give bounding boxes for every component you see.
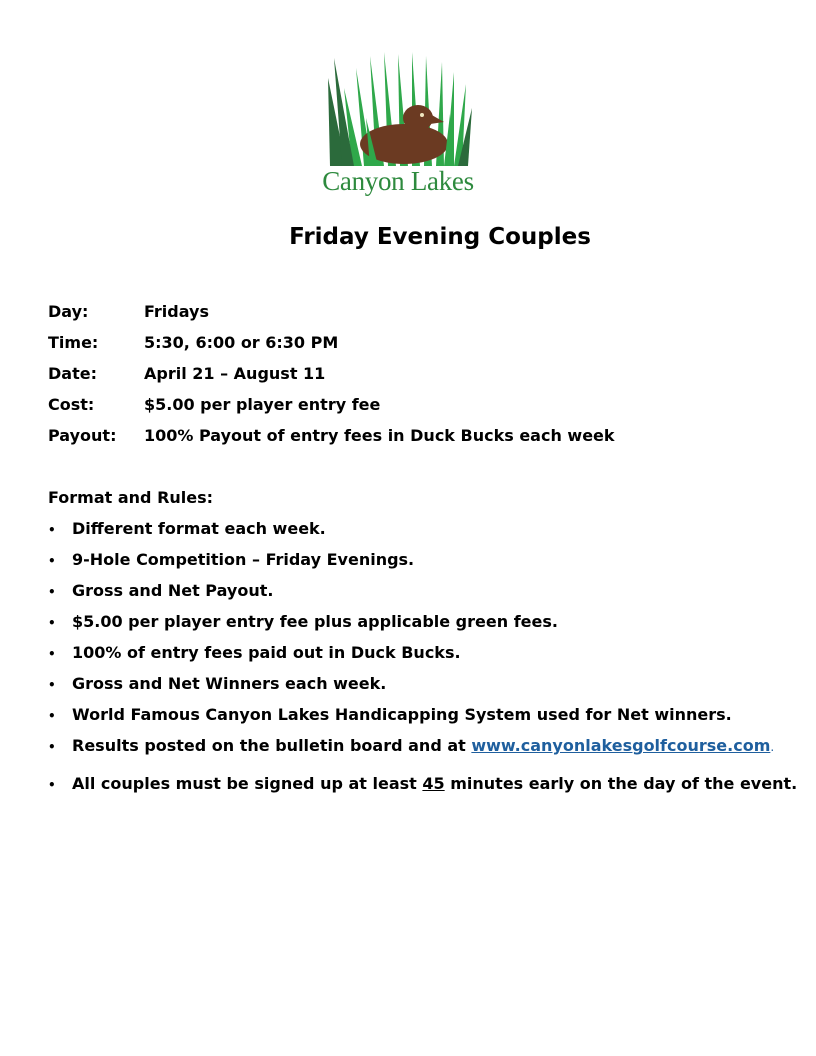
list-item-results bbox=[48, 734, 798, 765]
detail-key: Payout: bbox=[48, 426, 117, 445]
canyon-lakes-logo bbox=[312, 48, 484, 208]
list-item bbox=[48, 579, 798, 610]
detail-key: Date: bbox=[48, 364, 97, 383]
bullet-icon: • bbox=[48, 709, 56, 723]
detail-day bbox=[48, 300, 615, 331]
rules-list bbox=[48, 517, 798, 803]
rule-text: Gross and Net Winners each week. bbox=[72, 674, 387, 693]
detail-value: 100% Payout of entry fees in Duck Bucks each week bbox=[144, 426, 615, 445]
rule-text-suffix: minutes early on the day of the event. bbox=[444, 774, 798, 793]
detail-time bbox=[48, 331, 615, 362]
list-item bbox=[48, 517, 798, 548]
bullet-icon: • bbox=[48, 585, 56, 599]
list-item-signup bbox=[48, 772, 798, 803]
detail-date bbox=[48, 362, 615, 393]
list-item bbox=[48, 610, 798, 641]
detail-payout bbox=[48, 424, 615, 455]
page-title: Friday Evening Couples bbox=[289, 224, 591, 250]
detail-key: Time: bbox=[48, 333, 99, 352]
detail-value: 5:30, 6:00 or 6:30 PM bbox=[144, 333, 339, 352]
detail-value: $5.00 per player entry fee bbox=[144, 395, 381, 414]
list-item bbox=[48, 703, 798, 734]
logo-wordmark: Canyon Lakes bbox=[322, 166, 474, 196]
rules-heading: Format and Rules: bbox=[48, 488, 214, 507]
event-details bbox=[48, 300, 615, 455]
rule-text: 9-Hole Competition – Friday Evenings. bbox=[72, 550, 415, 569]
detail-key: Cost: bbox=[48, 395, 95, 414]
duck-in-reeds-icon bbox=[312, 48, 484, 166]
detail-key: Day: bbox=[48, 302, 89, 321]
bullet-icon: • bbox=[48, 678, 56, 692]
rule-text: $5.00 per player entry fee plus applicable green fees. bbox=[72, 612, 558, 631]
bullet-icon: • bbox=[48, 740, 56, 754]
bullet-icon: • bbox=[48, 616, 56, 630]
list-item bbox=[48, 548, 798, 579]
bullet-icon: • bbox=[48, 554, 56, 568]
detail-cost bbox=[48, 393, 615, 424]
bullet-icon: • bbox=[48, 647, 56, 661]
rule-text: World Famous Canyon Lakes Handicapping System used for Net winners. bbox=[72, 705, 732, 724]
website-link[interactable]: www.canyonlakesgolfcourse.com bbox=[471, 736, 771, 755]
rule-text: Gross and Net Payout. bbox=[72, 581, 274, 600]
format-and-rules bbox=[48, 486, 798, 803]
signup-minutes: 45 bbox=[422, 774, 445, 793]
bullet-icon: • bbox=[48, 778, 56, 792]
bullet-icon: • bbox=[48, 523, 56, 537]
list-item bbox=[48, 672, 798, 703]
rule-text-suffix: . bbox=[770, 740, 775, 754]
detail-value: April 21 – August 11 bbox=[144, 364, 326, 383]
rule-text: All couples must be signed up at least bbox=[72, 774, 423, 793]
rule-text: 100% of entry fees paid out in Duck Bucks. bbox=[72, 643, 461, 662]
list-item bbox=[48, 641, 798, 672]
detail-value: Fridays bbox=[144, 302, 209, 321]
rule-text: Different format each week. bbox=[72, 519, 326, 538]
rule-text: Results posted on the bulletin board and at bbox=[72, 736, 472, 755]
